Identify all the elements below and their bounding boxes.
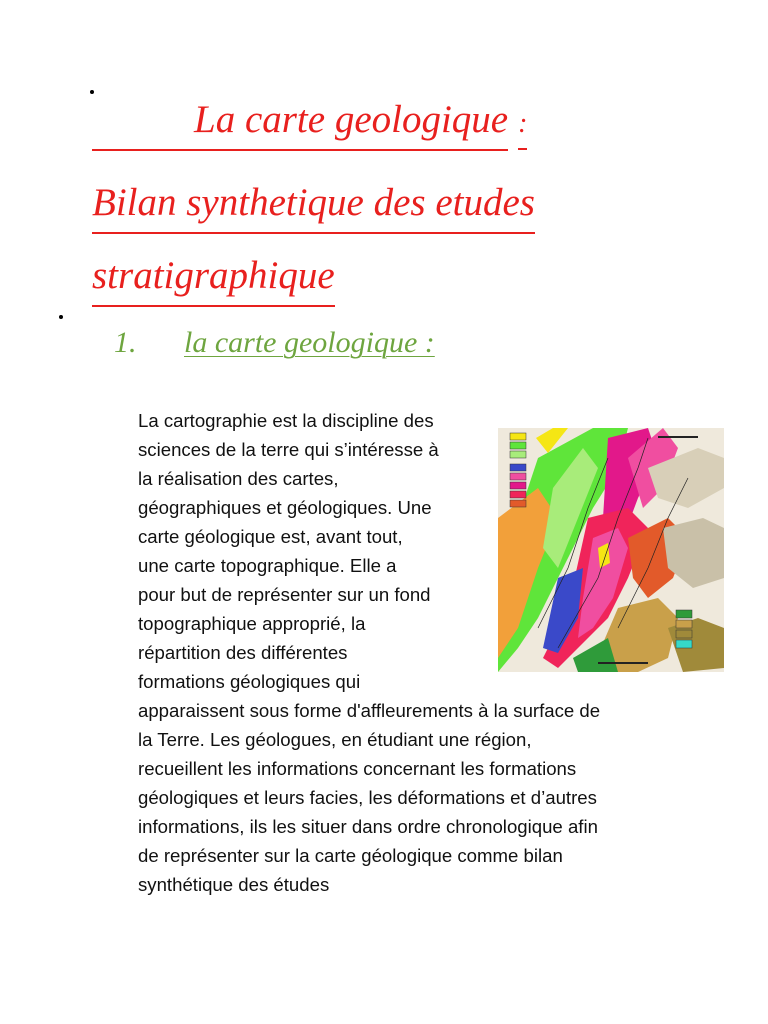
section-heading <box>114 326 435 359</box>
bullet-dot <box>59 315 63 319</box>
title-colon: : <box>518 110 527 150</box>
paragraph-line: formations géologiques qui <box>138 671 361 692</box>
title-underline-lead <box>92 100 194 151</box>
title-text-3: stratigraphique <box>92 256 335 307</box>
paragraph-line: La cartographie est la discipline des <box>138 410 434 431</box>
bullet-dot <box>90 90 94 94</box>
paragraph-line: répartition des différentes <box>138 642 348 663</box>
paragraph-line: géologiques et leurs facies, les déformations et d’autres <box>138 787 597 808</box>
section-number: 1. <box>114 326 137 359</box>
title-line-2 <box>92 183 535 234</box>
paragraph-line: sciences de la terre qui s’intéresse à <box>138 439 439 460</box>
section-label: la carte geologique : <box>184 326 435 359</box>
paragraph-line: la réalisation des cartes, <box>138 468 339 489</box>
paragraph-line: la Terre. Les géologues, en étudiant une région, <box>138 729 532 750</box>
paragraph-line: de représenter sur la carte géologique comme bilan <box>138 845 563 866</box>
title-line-3 <box>92 256 335 307</box>
geological-map-image <box>498 428 724 672</box>
paragraph-line: recueillent les informations concernant les formations <box>138 758 577 779</box>
paragraph-line: une carte topographique. Elle a <box>138 555 397 576</box>
paragraph-line: informations, ils les situer dans ordre chronologique afin <box>138 816 598 837</box>
title-line-1 <box>92 100 527 151</box>
paragraph-line: carte géologique est, avant tout, <box>138 526 403 547</box>
title-text-1: La carte geologique <box>194 100 508 151</box>
title-text-2: Bilan synthetique des etudes <box>92 183 535 234</box>
geological-map-drawing <box>498 428 724 672</box>
paragraph-line: apparaissent sous forme d'affleurements à la surface de <box>138 700 601 721</box>
paragraph-line: pour but de représenter sur un fond <box>138 584 431 605</box>
paragraph-line: géographiques et géologiques. Une <box>138 497 432 518</box>
paragraph-line: synthétique des études <box>138 874 330 895</box>
paragraph-line: topographique approprié, la <box>138 613 366 634</box>
